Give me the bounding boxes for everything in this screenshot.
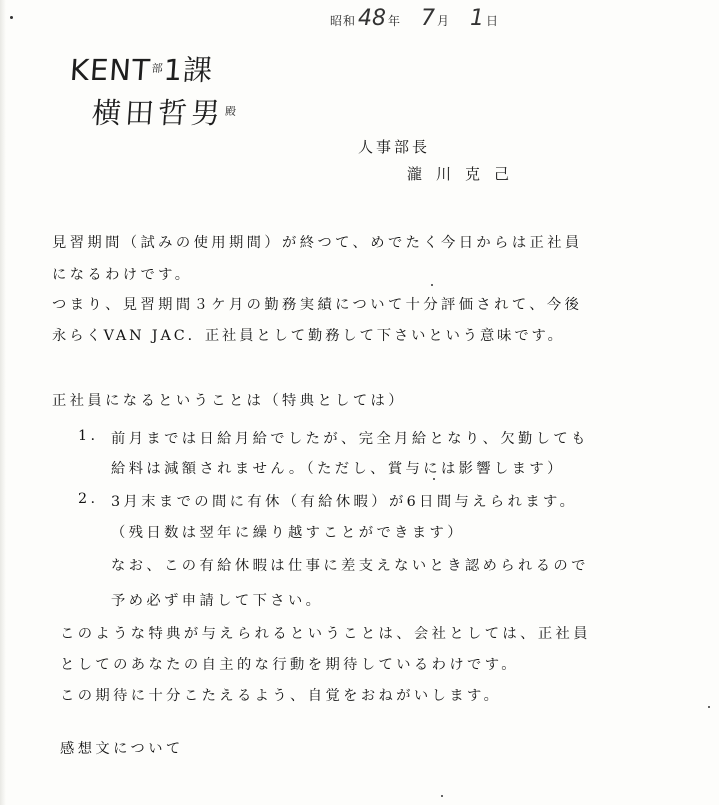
scan-speck — [708, 706, 710, 708]
document-date — [330, 6, 499, 31]
scan-speck — [431, 284, 433, 286]
recipient-honorific: 殿 — [224, 105, 237, 118]
intro-line-3: つまり、見習期間３ケ月の勤務実績について十分評価されて、今後 — [52, 297, 583, 313]
footer-heading: 感想文について — [60, 741, 184, 757]
scan-speck — [10, 16, 13, 19]
closing-line-2: としてのあなたの自主的な行動を期待しているわけです。 — [60, 657, 519, 673]
benefit-1-number: 1. — [78, 428, 99, 444]
benefit-2-line-4: 予め必ず申請して下さい。 — [111, 593, 324, 609]
date-month-suffix: 月 — [437, 14, 451, 28]
benefit-2-line-3: なお、この有給休暇は仕事に差支えないとき認められるので — [111, 558, 589, 574]
closing-line-3: この期待に十分こたえるよう、自覚をおねがいします。 — [60, 688, 502, 704]
recipient-section: 1課 — [162, 53, 215, 87]
date-day: 1 — [470, 6, 485, 31]
benefit-2-line-1: 3月末までの間に有休（有給休暇）が6日間与えられます。 — [111, 494, 578, 510]
scan-speck — [433, 478, 435, 480]
benefit-2-number: 2. — [78, 491, 99, 507]
intro-line-4: 永らくVAN JAC．正社員として勤務して下さいという意味です。 — [52, 328, 565, 344]
date-era: 昭和 — [330, 14, 357, 28]
recipient-name: 横田哲男 — [90, 96, 226, 130]
recipient-name-line — [91, 91, 239, 132]
benefit-1-line-1: 前月までは日給月給でしたが、完全月給となり、欠勤しても — [111, 431, 589, 447]
date-day-suffix: 日 — [486, 14, 500, 28]
benefit-2-line-2: （残日数は翌年に繰り越すことができます） — [111, 525, 465, 541]
date-year-suffix: 年 — [388, 14, 402, 28]
intro-line-2: になるわけです。 — [52, 267, 193, 283]
benefit-1-line-2: 給料は減額されません。（ただし、賞与には影響します） — [111, 461, 565, 477]
recipient-department — [69, 48, 239, 89]
closing-line-1: このような特典が与えられるということは、会社としては、正社員 — [60, 626, 591, 642]
recipient-dept-suffix: 部 — [151, 62, 164, 75]
sender-title: 人事部長 — [358, 138, 431, 156]
scan-speck — [441, 795, 443, 797]
intro-line-1: 見習期間（試みの使用期間）が終つて、めでたく今日からは正社員 — [52, 235, 583, 251]
recipient-company: KENT — [68, 53, 152, 87]
date-year: 48 — [358, 6, 387, 31]
benefits-heading: 正社員になるということは（特典としては） — [52, 393, 406, 409]
sender-name: 瀧川克己 — [407, 165, 524, 183]
recipient-handwritten — [70, 48, 237, 132]
date-month: 7 — [421, 6, 436, 31]
